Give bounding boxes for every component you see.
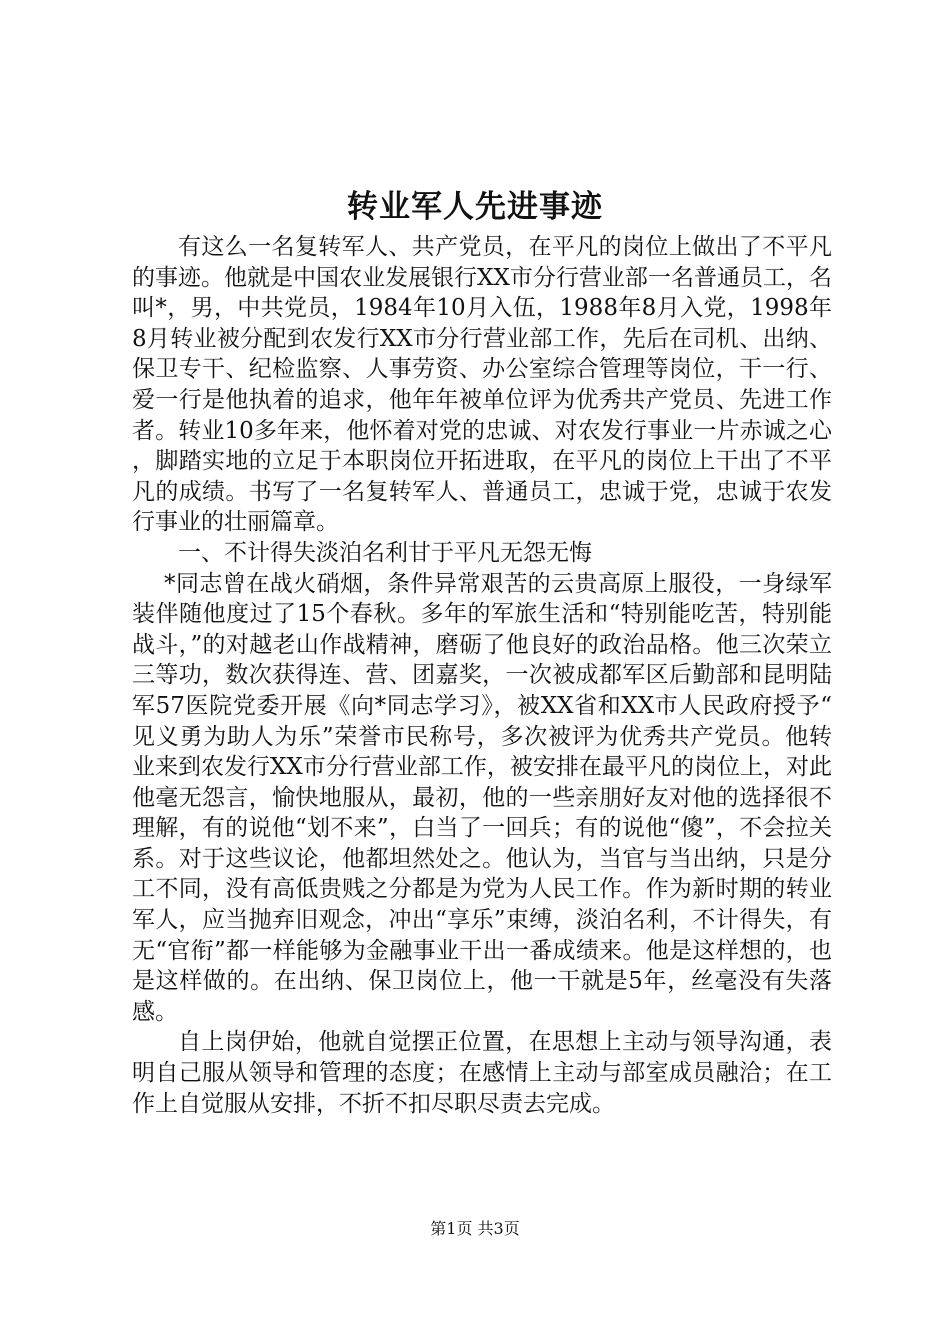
paragraph-intro: 有这么一名复转军人、共产党员，在平凡的岗位上做出了不平凡的事迹。他就是中国农业发展银行XX市分行营业部一名普通员工，名叫*，男，中共党员，1984年10月入伍，1988年8月入党，1998年8月转业被分配到农发行XX市分行营业部工作，先后在司机、出纳、保卫专干、纪检监察、人事劳资、办公室综合管理等岗位，干一行、爱一行是他执着的追求，他年年被单位评为优秀共产党员、先进工作者。转业10多年来，他怀着对党的忠诚、对农发行事业一片赤诚之心，脚踏实地的立足于本职岗位开拓进取，在平凡的岗位上干出了不平凡的成绩。书写了一名复转军人、普通员工，忠诚于党，忠诚于农发行事业的壮丽篇章。 bbox=[132, 234, 832, 536]
paragraph-section-1: *同志曾在战火硝烟，条件异常艰苦的云贵高原上服役，一身绿军装伴随他度过了15个春秋。多年的军旅生活和“特别能吃苦，特别能战斗，”的对越老山作战精神，磨砺了他良好的政治品格。他三次荣立三等功，数次获得连、营、团嘉奖，一次被成都军区后勤部和昆明陆军57医院党委开展《向*同志学习》，被XX省和XX市人民政府授予“见义勇为助人为乐”荣誉市民称号，多次被评为优秀共产党员。他转业来到农发行XX市分行营业部工作，被安排在最平凡的岗位上，对此他毫无怨言，愉快地服从，最初，他的一些亲朋好友对他的选择很不理解，有的说他“划不来”，白当了一回兵；有的说他“傻”，不会拉关系。对于这些议论，他都坦然处之。他认为，当官与当出纳，只是分工不同，没有高低贵贱之分都是为党为人民工作。作为新时期的转业军人，应当抛弃旧观念，冲出“享乐”束缚，淡泊名利，不计得失，有无“官衔”都一样能够为金融事业干出一番成绩来。他是这样想的，也是这样做的。在出纳、保卫岗位上，他一干就是5年，丝毫没有失落感。 bbox=[132, 570, 832, 1025]
section-heading-1: 一、不计得失淡泊名利甘于平凡无怨无悔 bbox=[178, 539, 592, 566]
page-footer: 第1页 共3页 bbox=[430, 1219, 520, 1238]
page-title: 转业军人先进事迹 bbox=[347, 189, 603, 225]
paragraph-section-1-continued: 自上岗伊始，他就自觉摆正位置，在思想上主动与领导沟通，表明自己服从领导和管理的态度；在感情上主动与部室成员融洽；在工作上自觉服从安排，不折不扣尽职尽责去完成。 bbox=[132, 1029, 832, 1117]
document-body bbox=[132, 232, 832, 1119]
